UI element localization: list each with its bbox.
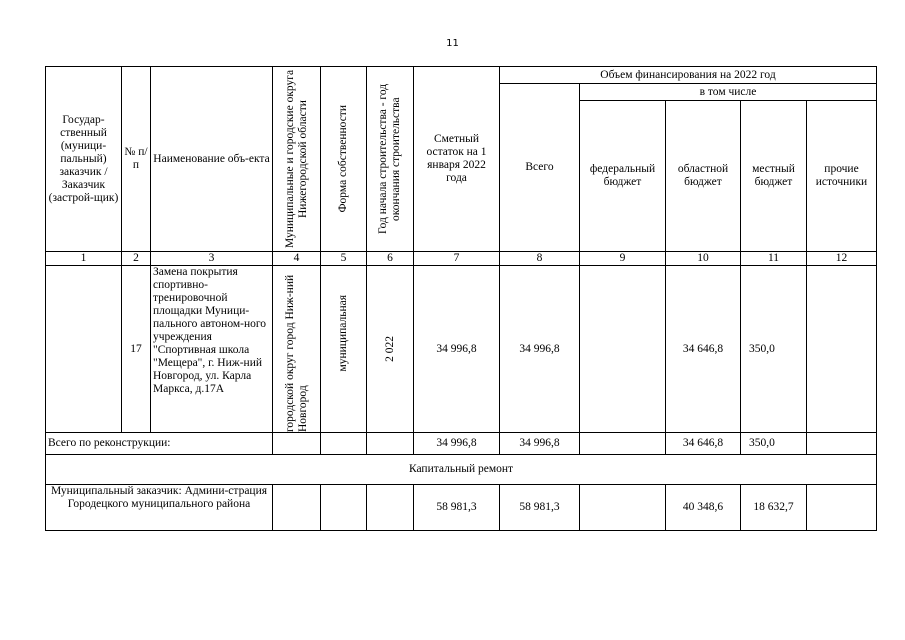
- customer-other: [807, 485, 877, 531]
- header-financing-group: Объем финансирования на 2022 год: [500, 67, 877, 84]
- customer-estimated: 58 981,3: [414, 485, 500, 531]
- row-federal: [580, 266, 666, 433]
- column-numbers-row: [46, 252, 877, 266]
- header-federal: федеральный бюджет: [580, 101, 666, 252]
- row-estimated-balance: 34 996,8: [414, 266, 500, 433]
- column-number: 5: [321, 252, 367, 266]
- column-number: 7: [414, 252, 500, 266]
- column-number: 8: [500, 252, 580, 266]
- header-including: в том числе: [580, 84, 877, 101]
- customer-total: 58 981,3: [500, 485, 580, 531]
- reconstruction-total-estimated: 34 996,8: [414, 433, 500, 455]
- row-customer: [46, 266, 122, 433]
- column-number: 2: [122, 252, 151, 266]
- column-number: 3: [151, 252, 273, 266]
- header-other: прочие источники: [807, 101, 877, 252]
- page-number: 11: [446, 38, 459, 49]
- section-title: Капитальный ремонт: [46, 455, 877, 485]
- reconstruction-total-regional: 34 646,8: [666, 433, 741, 455]
- row-number: 17: [122, 266, 151, 433]
- section-row: [46, 455, 877, 485]
- row-municipality: городской округ город Ниж-ний Новгород: [273, 266, 321, 433]
- row-years: 2 022: [367, 266, 414, 433]
- empty-cell: [273, 433, 321, 455]
- row-local: 350,0: [741, 266, 807, 433]
- reconstruction-total-other: [807, 433, 877, 455]
- header-customer: Государ-ственный (муници-пальный) заказчик / Заказчик (застрой-щик): [46, 67, 122, 252]
- reconstruction-total-row: [46, 433, 877, 455]
- reconstruction-total-federal: [580, 433, 666, 455]
- empty-cell: [321, 485, 367, 531]
- column-number: 12: [807, 252, 877, 266]
- financing-table: [45, 66, 877, 531]
- column-number: 9: [580, 252, 666, 266]
- column-number: 4: [273, 252, 321, 266]
- reconstruction-total-total: 34 996,8: [500, 433, 580, 455]
- header-number: № п/п: [122, 67, 151, 252]
- header-ownership: Форма собственности: [321, 67, 367, 252]
- customer-row: [46, 485, 877, 531]
- row-object-name: Замена покрытия спортивно-тренировочной площадки Муници-пального автоном-ного учреждения "Спортивная школа "Мещера", г. Ниж-ний Новгород, ул. Карла Маркса, д.17А: [151, 266, 273, 433]
- column-number: 1: [46, 252, 122, 266]
- customer-label: Муниципальный заказчик: Админи-страция Городецкого муниципального района: [46, 485, 273, 531]
- column-number: 6: [367, 252, 414, 266]
- empty-cell: [273, 485, 321, 531]
- customer-local: 18 632,7: [741, 485, 807, 531]
- reconstruction-total-label: Всего по реконструкции:: [46, 433, 273, 455]
- empty-cell: [367, 485, 414, 531]
- row-other: [807, 266, 877, 433]
- row-total: 34 996,8: [500, 266, 580, 433]
- row-regional: 34 646,8: [666, 266, 741, 433]
- column-number: 11: [741, 252, 807, 266]
- header-object-name: Наименование объ-екта: [151, 67, 273, 252]
- header-local: местный бюджет: [741, 101, 807, 252]
- header-years: Год начала строительства - год окончания строительства: [367, 67, 414, 252]
- header-regional: областной бюджет: [666, 101, 741, 252]
- table-row: [46, 266, 877, 433]
- empty-cell: [321, 433, 367, 455]
- customer-regional: 40 348,6: [666, 485, 741, 531]
- header-municipality: Муниципальные и городские округа Нижегородской области: [273, 67, 321, 252]
- header-total: Всего: [500, 84, 580, 252]
- column-number: 10: [666, 252, 741, 266]
- customer-federal: [580, 485, 666, 531]
- empty-cell: [367, 433, 414, 455]
- row-ownership: муниципальная: [321, 266, 367, 433]
- reconstruction-total-local: 350,0: [741, 433, 807, 455]
- header-estimated-balance: Сметный остаток на 1 января 2022 года: [414, 67, 500, 252]
